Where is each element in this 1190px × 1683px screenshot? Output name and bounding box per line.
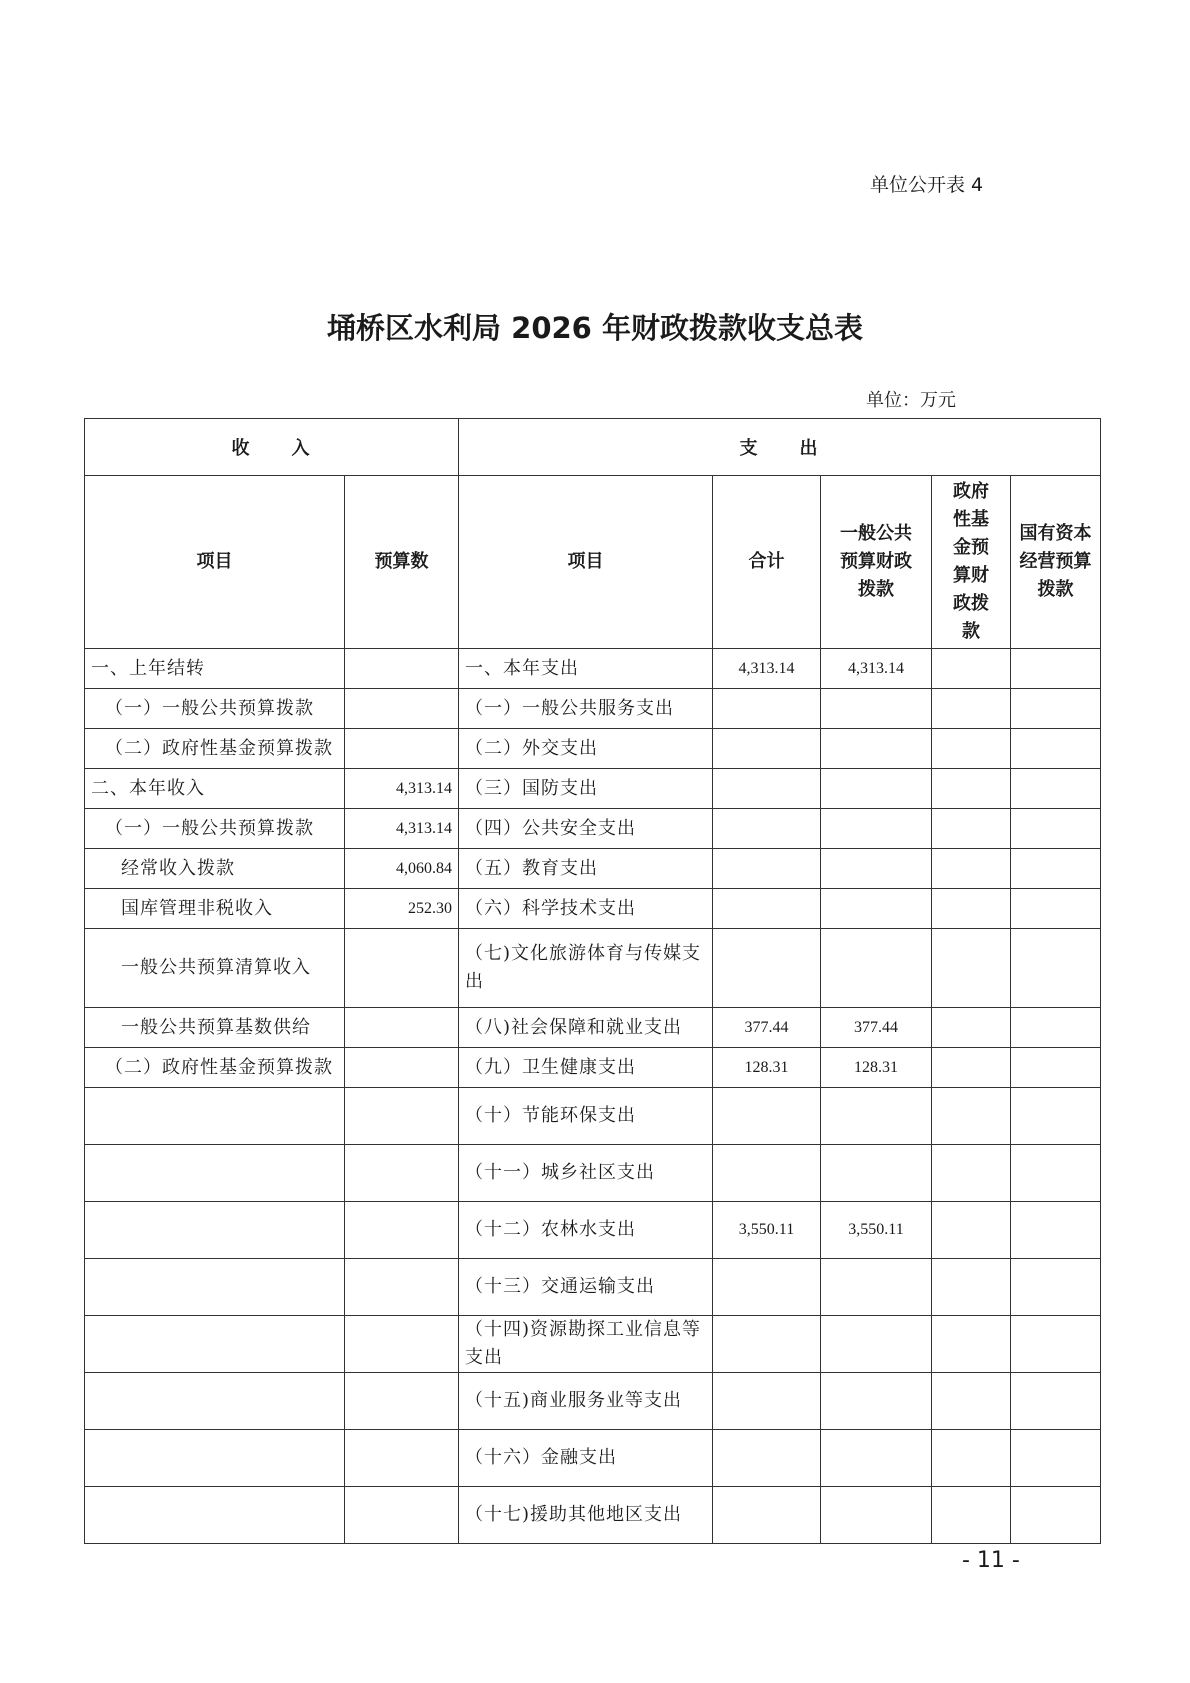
income-budget [345,1008,459,1048]
income-budget [345,1088,459,1145]
table-row [85,849,1101,889]
state-capital-amount [1011,729,1101,769]
fund-budget-amount [932,1430,1011,1487]
table-row [85,1145,1101,1202]
expense-item: （十三）交通运输支出 [459,1259,713,1316]
income-budget: 252.30 [345,889,459,929]
income-budget [345,1316,459,1373]
state-capital-amount [1011,1088,1101,1145]
income-item: （一）一般公共预算拨款 [85,689,345,729]
income-item [85,1088,345,1145]
expense-item: （九）卫生健康支出 [459,1048,713,1088]
expense-total [713,1373,821,1430]
income-item: 国库管理非税收入 [85,889,345,929]
income-item: 二、本年收入 [85,769,345,809]
state-capital-amount [1011,1048,1101,1088]
income-item: 一般公共预算清算收入 [85,929,345,1008]
expense-total [713,889,821,929]
section-header-row [85,419,1101,476]
state-capital-amount [1011,809,1101,849]
expense-total [713,1145,821,1202]
general-budget-amount [821,1145,932,1202]
expense-item: （十六）金融支出 [459,1430,713,1487]
expense-item: （十）节能环保支出 [459,1088,713,1145]
expense-total [713,1430,821,1487]
table-row [85,1487,1101,1544]
general-budget-amount [821,769,932,809]
table-row [85,889,1101,929]
table-row [85,769,1101,809]
expense-item-header: 项目 [459,476,713,649]
expense-item: （五）教育支出 [459,849,713,889]
table-row [85,1048,1101,1088]
fund-budget-amount [932,1008,1011,1048]
general-budget-amount: 128.31 [821,1048,932,1088]
fund-budget-amount [932,1373,1011,1430]
income-budget [345,929,459,1008]
income-item [85,1430,345,1487]
fund-budget-amount [932,1145,1011,1202]
state-capital-amount [1011,929,1101,1008]
expense-total [713,849,821,889]
document-title: 埇桥区水利局 2026 年财政拨款收支总表 [327,311,863,345]
expense-total [713,1259,821,1316]
table-row [85,1373,1101,1430]
expense-total [713,689,821,729]
expense-item: （四）公共安全支出 [459,809,713,849]
expense-item: （十七)援助其他地区支出 [459,1487,713,1544]
expense-total [713,929,821,1008]
income-item [85,1316,345,1373]
general-budget-amount [821,809,932,849]
page-number: - 11 - [962,1548,1020,1573]
expense-item: （六）科学技术支出 [459,889,713,929]
income-item [85,1373,345,1430]
income-budget [345,1202,459,1259]
general-budget-amount: 4,313.14 [821,649,932,689]
state-capital-amount [1011,1430,1101,1487]
state-capital-header: 国有资本经营预算拨款 [1011,476,1101,649]
table-row [85,1430,1101,1487]
state-capital-amount [1011,889,1101,929]
general-budget-amount [821,929,932,1008]
income-budget: 4,313.14 [345,769,459,809]
state-capital-amount [1011,1316,1101,1373]
income-budget [345,1430,459,1487]
state-capital-amount [1011,1373,1101,1430]
fund-budget-amount [932,729,1011,769]
expense-total [713,809,821,849]
table-row [85,729,1101,769]
expense-item: 一、本年支出 [459,649,713,689]
state-capital-amount [1011,1487,1101,1544]
income-budget [345,1373,459,1430]
income-budget [345,689,459,729]
income-budget [345,1048,459,1088]
fund-budget-header: 政府性基金预算财政拨款 [932,476,1011,649]
table-row [85,1202,1101,1259]
expense-total [713,1088,821,1145]
expense-total [713,1316,821,1373]
expense-total: 377.44 [713,1008,821,1048]
income-budget [345,1145,459,1202]
income-item: 一、上年结转 [85,649,345,689]
income-budget [345,1259,459,1316]
fund-budget-amount [932,849,1011,889]
table-row [85,809,1101,849]
expense-total: 3,550.11 [713,1202,821,1259]
income-budget: 4,313.14 [345,809,459,849]
fund-budget-amount [932,649,1011,689]
table-row [85,649,1101,689]
fund-budget-amount [932,1259,1011,1316]
state-capital-amount [1011,649,1101,689]
expense-item: （三）国防支出 [459,769,713,809]
income-item [85,1202,345,1259]
table-row [85,1316,1101,1373]
income-item: （二）政府性基金预算拨款 [85,729,345,769]
income-section-header: 收 入 [85,419,459,476]
income-item [85,1259,345,1316]
general-budget-amount [821,1373,932,1430]
general-budget-amount [821,1430,932,1487]
expense-total [713,1487,821,1544]
fund-budget-amount [932,769,1011,809]
fund-budget-amount [932,809,1011,849]
table-row [85,689,1101,729]
income-item-header: 项目 [85,476,345,649]
income-budget [345,729,459,769]
expense-item: （二）外交支出 [459,729,713,769]
expense-item: （十一）城乡社区支出 [459,1145,713,1202]
state-capital-amount [1011,1008,1101,1048]
income-item: 经常收入拨款 [85,849,345,889]
state-capital-amount [1011,1202,1101,1259]
general-budget-amount [821,1316,932,1373]
total-header: 合计 [713,476,821,649]
general-budget-amount [821,1259,932,1316]
general-budget-amount: 377.44 [821,1008,932,1048]
expense-item: （八)社会保障和就业支出 [459,1008,713,1048]
income-item [85,1145,345,1202]
table-row [85,1259,1101,1316]
general-budget-amount: 3,550.11 [821,1202,932,1259]
expense-total [713,769,821,809]
income-budget [345,1487,459,1544]
state-capital-amount [1011,1259,1101,1316]
general-budget-amount [821,1487,932,1544]
state-capital-amount [1011,689,1101,729]
general-budget-header: 一般公共预算财政拨款 [821,476,932,649]
fund-budget-amount [932,689,1011,729]
income-budget [345,649,459,689]
income-item: （二）政府性基金预算拨款 [85,1048,345,1088]
general-budget-amount [821,849,932,889]
general-budget-amount [821,889,932,929]
income-budget-header: 预算数 [345,476,459,649]
state-capital-amount [1011,769,1101,809]
document-label: 单位公开表 4 [870,174,984,196]
fund-budget-amount [932,1487,1011,1544]
fund-budget-amount [932,1316,1011,1373]
income-item: （一）一般公共预算拨款 [85,809,345,849]
expense-item: （一）一般公共服务支出 [459,689,713,729]
income-item [85,1487,345,1544]
column-header-row [85,476,1101,649]
income-budget: 4,060.84 [345,849,459,889]
expense-total: 4,313.14 [713,649,821,689]
income-item: 一般公共预算基数供给 [85,1008,345,1048]
unit-label: 单位：万元 [866,390,956,411]
fund-budget-amount [932,929,1011,1008]
expense-total [713,729,821,769]
fund-budget-amount [932,1048,1011,1088]
expense-total: 128.31 [713,1048,821,1088]
general-budget-amount [821,1088,932,1145]
expense-item: （十五)商业服务业等支出 [459,1373,713,1430]
budget-table [84,418,1101,1544]
table-row [85,1088,1101,1145]
general-budget-amount [821,689,932,729]
general-budget-amount [821,729,932,769]
expense-item: （七)文化旅游体育与传媒支出 [459,929,713,1008]
fund-budget-amount [932,1088,1011,1145]
table-row [85,1008,1101,1048]
fund-budget-amount [932,889,1011,929]
expense-section-header: 支 出 [459,419,1101,476]
table-row [85,929,1101,1008]
expense-item: （十四)资源勘探工业信息等支出 [459,1316,713,1373]
fund-budget-amount [932,1202,1011,1259]
state-capital-amount [1011,1145,1101,1202]
expense-item: （十二）农林水支出 [459,1202,713,1259]
state-capital-amount [1011,849,1101,889]
